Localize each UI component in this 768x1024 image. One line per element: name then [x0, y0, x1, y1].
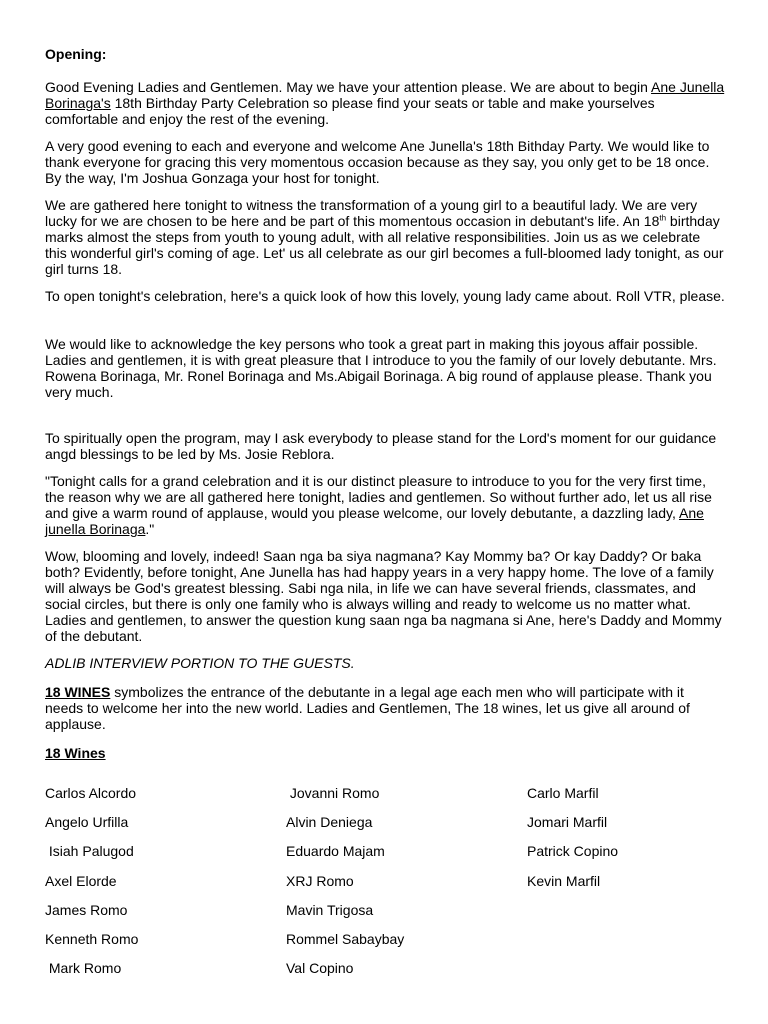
paragraph-transformation: [45, 197, 725, 277]
opening-heading: Opening:: [45, 46, 107, 62]
list-item: Val Copino: [286, 960, 354, 977]
paragraph-host-intro: A very good evening to each and everyone and welcome Ane Junella's 18th Bithday Party. We would like to thank everyone for gracing this very momentous occasion because as they say, you only get to be 18 once. By the way, I'm Joshua Gonzaga your host for tonight.: [45, 138, 710, 186]
paragraph-adlib: ADLIB INTERVIEW PORTION TO THE GUESTS.: [45, 655, 355, 671]
list-item: Mavin Trigosa: [286, 901, 374, 918]
list-item: Kenneth Romo: [45, 930, 139, 947]
list-item: Jovanni Romo: [286, 785, 380, 801]
paragraph-debutante-intro: [45, 473, 725, 537]
list-item: Mark Romo: [45, 960, 122, 977]
debutante-name-link: Ane Junella Borinaga's: [45, 79, 725, 111]
paragraph-vtr: To open tonight's celebration, here's a quick look of how this lovely, young lady came about. Roll VTR, please.: [45, 288, 725, 304]
list-item: Axel Elorde: [45, 872, 117, 889]
transformation-text-start: We are gathered here tonight to witness the transformation of a young girl to a beautiful lady. We are very lucky for we are chosen to be here and be part of this momentous occasion in debutant's life. An 18: [45, 197, 698, 229]
list-item: XRJ Romo: [286, 872, 354, 889]
document-body: [45, 46, 725, 761]
welcome-text-end: 18th Birthday Party Celebration so please find your seats or table and make yourselves comfortable and enjoy the rest of the evening.: [45, 95, 655, 127]
paragraph-18-wines: [45, 684, 725, 732]
wines-column-1: [45, 785, 138, 989]
wines-column-3: [527, 785, 618, 902]
debutante-intro-end: .": [145, 521, 155, 537]
wines-label: 18 WINES: [45, 684, 111, 700]
debutante-name: Ane junella Borinaga: [45, 505, 704, 537]
list-item: Carlos Alcordo: [45, 785, 137, 801]
list-item: Isiah Palugod: [45, 843, 134, 860]
paragraph-parents: Wow, blooming and lovely, indeed! Saan nga ba siya nagmana? Kay Mommy ba? Or kay Daddy? Or baka both? Evidently, before tonight, Ane Junella has had happy years in a very happy home. The love of a family will always be God's greatest blessing. Sabi nga nila, in life we can have several friends, classmates, and social circles, but there is only one family who is always willing and ready to welcome us no matter what. Ladies and gentlemen, to answer the question kung saan nga ba nagmana si Ane, here's Daddy and Mommy of the debutant.: [45, 548, 722, 644]
list-item: Angelo Urfilla: [45, 814, 129, 831]
paragraph-prayer: To spiritually open the program, may I ask everybody to please stand for the Lord's moment for our guidance angd blessings to be led by Ms. Josie Reblora.: [45, 430, 717, 462]
wines-description: symbolizes the entrance of the debutante in a legal age each men who will participate with it needs to welcome her into the new world. Ladies and Gentlemen, The 18 wines, let us give all around of applause.: [45, 684, 690, 732]
transformation-text-end: birthday marks almost the steps from youth to young adult, with all relative responsibilities. Join us as we celebrate this wonderful girl's coming of age. Let' us all celebrate as our girl becomes a full-bloomed lady tonight, as our girl turns 18.: [45, 213, 724, 277]
list-item: Jomari Marfil: [527, 814, 608, 831]
list-item: James Romo: [45, 901, 128, 918]
list-item: Kevin Marfil: [527, 872, 601, 889]
debutante-intro-text: "Tonight calls for a grand celebration and it is our distinct pleasure to introduce to you for the very first time, the reason why we are all gathered here tonight, ladies and gentlemen. So without further ado, let us all rise and give a warm round of applause, would you please welcome, our lovely debutante, a dazzling lady,: [45, 473, 712, 521]
wines-heading: 18 Wines: [45, 745, 106, 761]
paragraph-family: We would like to acknowledge the key persons who took a great part in making this joyous affair possible. Ladies and gentlemen, it is with great pleasure that I introduce to you the family of our lovely debutante. Mrs. Rowena Borinaga, Mr. Ronel Borinaga and Ms.Abigail Borinaga. A big round of applause please. Thank you very much.: [45, 336, 717, 400]
list-item: Carlo Marfil: [527, 785, 599, 801]
paragraph-welcome: [45, 79, 725, 127]
superscript-th: th: [659, 213, 667, 223]
list-item: Alvin Deniega: [286, 814, 373, 831]
list-item: Eduardo Majam: [286, 843, 385, 860]
wines-column-2: [286, 785, 404, 989]
welcome-text-start: Good Evening Ladies and Gentlemen. May we have your attention please. We are about to begin: [45, 79, 652, 95]
list-item: Patrick Copino: [527, 843, 619, 860]
list-item: Rommel Sabaybay: [286, 930, 405, 947]
